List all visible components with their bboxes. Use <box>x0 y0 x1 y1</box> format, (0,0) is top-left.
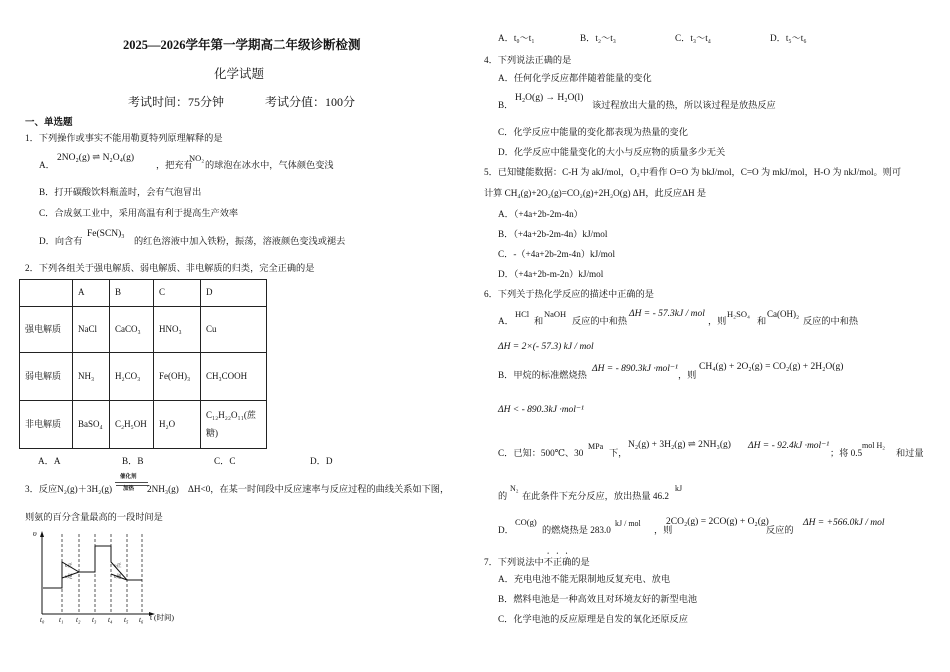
q3-option-c: C．t₃～t₄ <box>675 33 712 43</box>
q3-option-a: A．t₀～t₁ <box>498 33 535 43</box>
q1-option-a-chem: NO₂ <box>189 153 205 163</box>
q7-stem-start: 7．下列说法中 <box>484 557 544 567</box>
q6-option-a-naoh: NaOH <box>544 309 567 319</box>
q6-option-a-caoh: Ca(OH)₂ <box>767 309 800 319</box>
table-header-cell: B <box>110 280 154 307</box>
q4-option-b-label: B． <box>498 100 514 110</box>
q6-option-d-then: ，则 <box>654 525 673 535</box>
q1-option-a-equation: 2NO₂(g) ⇌ N₂O₄(g) <box>57 153 134 163</box>
subject-title: 化学试题 <box>214 67 265 81</box>
q5-option-c: C．-（+4a+2b-2m-4n）kJ/mol <box>498 249 616 259</box>
q6-option-a-h2so4: H₂SO₄ <box>727 309 750 319</box>
q6-option-a-dh: ΔH = - 57.3kJ / mol <box>629 309 705 319</box>
q4-option-d: D．化学反应中能量变化的大小与反应物的质量多少无关 <box>498 147 726 157</box>
x-axis-label: t (时间) <box>150 613 174 622</box>
q6-option-b-equation: CH₄(g) + 2O₂(g) = CO₂(g) + 2H₂O(g) <box>699 362 844 372</box>
q6-option-b-dh: ΔH = - 890.3kJ ·mol⁻¹ <box>592 364 678 374</box>
q4-option-b-text: 该过程放出大量的热，所以该过程是放热反应 <box>592 100 776 110</box>
tick-label: t₀ <box>40 616 45 624</box>
q7-stem-emphasis: 不正确 <box>543 557 572 567</box>
rate-time-graph <box>30 528 195 624</box>
q1-option-b: B．打开碳酸饮料瓶盖时，会有气泡冒出 <box>39 187 202 197</box>
y-axis-arrow-icon <box>40 531 44 537</box>
q6-option-a-text: 反应的中和热 <box>803 316 859 326</box>
table-cell: H₂O <box>154 401 201 449</box>
table-cell: CaCO₃ <box>110 307 154 353</box>
table-row <box>20 401 267 449</box>
q1-option-d-label: D．向含有 <box>39 236 83 246</box>
q6-option-c-mpa: MPa <box>588 442 604 451</box>
table-cell: 非电解质 <box>20 401 73 449</box>
table-header-cell: C <box>154 280 201 307</box>
q6-option-b-line2: ΔH < - 890.3kJ ·mol⁻¹ <box>498 405 584 415</box>
q6-option-c-mid: 下， <box>609 448 628 458</box>
q7-stem <box>484 552 590 568</box>
table-header-cell <box>20 280 73 307</box>
y-axis-label: υ <box>33 529 37 538</box>
table-header-cell: D <box>201 280 267 307</box>
tick-label: t₆ <box>139 616 144 624</box>
table-cell: Fe(OH)₃ <box>154 353 201 401</box>
q6-option-c-n2: N₂ <box>510 484 519 493</box>
q6-option-a-label: A． <box>498 316 514 326</box>
time-tick-labels <box>40 616 144 624</box>
q2-option-d: D．D <box>310 456 333 466</box>
q5-option-a: A．（+4a+2b-2m-4n） <box>498 209 583 219</box>
q4-option-b-equation: H₂O(g) → H₂O(l) <box>515 93 584 103</box>
table-cell: 强电解质 <box>20 307 73 353</box>
q6-option-a-and: 和 <box>534 316 544 326</box>
section-heading: 一、单选题 <box>25 118 73 128</box>
q7-option-a: A．充电电池不能无限制地反复充电、放电 <box>498 574 671 584</box>
table-row <box>20 353 267 401</box>
q6-option-d-equation: 2CO₂(g) = 2CO(g) + O₂(g) <box>666 517 769 527</box>
q6-option-c-line2-start: 的 <box>498 491 508 501</box>
q3-catalyst: 催化剂 <box>120 474 137 480</box>
q6-option-b-label: B．甲烷的标准燃烧热 <box>498 370 587 380</box>
q1-option-a-mid: ，把充有 <box>156 160 193 170</box>
q6-option-a-line2: ΔH = 2×(- 57.3) kJ / mol <box>498 342 594 352</box>
q6-option-d-co: CO(g) <box>515 517 537 527</box>
q5-stem-line2: 计算 CH₄(g)+2O₂(g)=CO₂(g)+2H₂O(g) ΔH，此反应ΔH 是 <box>484 188 707 198</box>
table-cell: Cu <box>201 307 267 353</box>
q2-option-c: C．C <box>214 456 236 466</box>
q6-option-d-mid: 的燃烧热是 283.0 <box>542 525 611 535</box>
table-cell: CH₃COOH <box>201 353 267 401</box>
tick-label: t₄ <box>108 616 113 624</box>
q3-condition: 加热 <box>123 486 135 492</box>
q6-option-c-line2-text: 在此条件下充分反应，放出热量 46.2 <box>522 491 669 501</box>
electrolyte-table <box>19 279 267 449</box>
q3-stem-start: 3．反应N₂(g)＋3H₂(g) <box>25 484 113 494</box>
table-cell: C₂H₅OH <box>110 401 154 449</box>
q4-option-c: C．化学反应中能量的变化都表现为热量的变化 <box>498 127 688 137</box>
q3-option-d: D．t₅～t₆ <box>770 33 807 43</box>
table-row <box>20 307 267 353</box>
q6-option-c-dh: ΔH = - 92.4kJ ·mol⁻¹ <box>748 441 830 451</box>
tick-label: t₁ <box>59 616 64 624</box>
v-forward-label: υ正 <box>65 564 73 569</box>
q6-stem: 6．下列关于热化学反应的描述中正确的是 <box>484 289 654 299</box>
q5-stem: 5．已知键能数据：C-H 为 akJ/mol，O₂中看作 O=O 为 bkJ/mol，C=O 为 mkJ/mol，H-O 为 nkJ/mol。则可 <box>484 167 902 177</box>
table-cell: HNO₃ <box>154 307 201 353</box>
q2-option-a: A．A <box>38 456 61 466</box>
q6-option-d-unit: kJ / mol <box>615 519 641 528</box>
q3-stem-line2: 则氨的百分含量最高的一段时间是 <box>25 512 163 522</box>
q6-option-d-text: 反应的 <box>766 525 794 535</box>
q6-option-a-hcl: HCl <box>515 309 530 319</box>
q1-option-a-text: 的球泡在冰水中，气体颜色变浅 <box>205 160 334 170</box>
exam-time: 考试时间：75分钟 <box>128 95 225 109</box>
q1-stem: 1．下列操作或事实不能用勒夏特列原理解释的是 <box>25 133 223 143</box>
q2-option-b: B．B <box>122 456 144 466</box>
v-forward-label: υ正 <box>114 564 122 569</box>
q6-option-c-label: C．已知：500℃、30 <box>498 448 584 458</box>
tick-label: t₂ <box>76 616 81 624</box>
v-reverse-label: υ逆 <box>114 575 122 580</box>
q6-option-c-equation: N₂(g) + 3H₂(g) ⇌ 2NH₃(g) <box>628 440 731 450</box>
exam-score: 考试分值：100分 <box>265 95 356 109</box>
q6-option-a-and2: 和 <box>757 316 767 326</box>
q6-option-c-text: ；将 0.5 <box>830 448 863 458</box>
q1-option-d-text: 的红色溶液中加入铁粉，振荡，溶液颜色变浅或褪去 <box>134 236 346 246</box>
q1-option-c: C．合成氨工业中，采用高温有利于提高生产效率 <box>39 208 239 218</box>
q5-option-b: B．（+4a+2b-2m-4n）kJ/mol <box>498 229 608 239</box>
q4-option-a: A．任何化学反应都伴随着能量的变化 <box>498 73 652 83</box>
q7-option-c: C．化学电池的反应原理是自发的氧化还原反应 <box>498 614 688 624</box>
table-cell: NH₃ <box>73 353 110 401</box>
equilibrium-arrow-icon <box>114 481 150 487</box>
table-cell: C₁₂H₂₂O₁₁(蔗糖) <box>201 401 267 449</box>
q6-option-c-end: 和过量 <box>896 448 924 458</box>
q2-stem: 2．下列各组关于强电解质、弱电解质、非电解质的归类，完全正确的是 <box>25 263 315 273</box>
q6-option-c-mol: mol H₂ <box>862 441 886 450</box>
q7-stem-end: 的是 <box>571 557 590 567</box>
table-header-cell: A <box>73 280 110 307</box>
q1-option-a-label: A． <box>39 160 55 170</box>
table-cell: 弱电解质 <box>20 353 73 401</box>
q6-option-b-then: ，则 <box>678 370 697 380</box>
table-cell: NaCl <box>73 307 110 353</box>
q1-option-d-chem: Fe(SCN)₃ <box>87 229 125 239</box>
tick-label: t₅ <box>124 616 129 624</box>
q6-option-d-dh: ΔH = +566.0kJ / mol <box>803 518 885 528</box>
tick-label: t₃ <box>92 616 97 624</box>
q3-stem-end: 2NH₃(g) ΔH<0，在某一时间段中反应速率与反应过程的曲线关系如下图， <box>147 484 450 494</box>
table-cell: H₂CO₃ <box>110 353 154 401</box>
q5-option-d: D．（+4a+2b-m-2n）kJ/mol <box>498 269 604 279</box>
q6-option-d-label: D． <box>498 525 514 535</box>
table-cell: BaSO₄ <box>73 401 110 449</box>
exam-title: 2025—2026学年第一学期高二年级诊断检测 <box>123 38 361 52</box>
q7-option-b: B．燃料电池是一种高效且对环境友好的新型电池 <box>498 594 698 604</box>
q6-option-c-kj: kJ <box>675 484 683 493</box>
q3-option-b: B．t₂～t₃ <box>580 33 617 43</box>
q6-option-a-then: ，则 <box>708 316 727 326</box>
q6-option-a-mid: 反应的中和热 <box>572 316 628 326</box>
q4-stem: 4．下列说法正确的是 <box>484 55 572 65</box>
v-reverse-label: υ逆 <box>65 575 73 580</box>
